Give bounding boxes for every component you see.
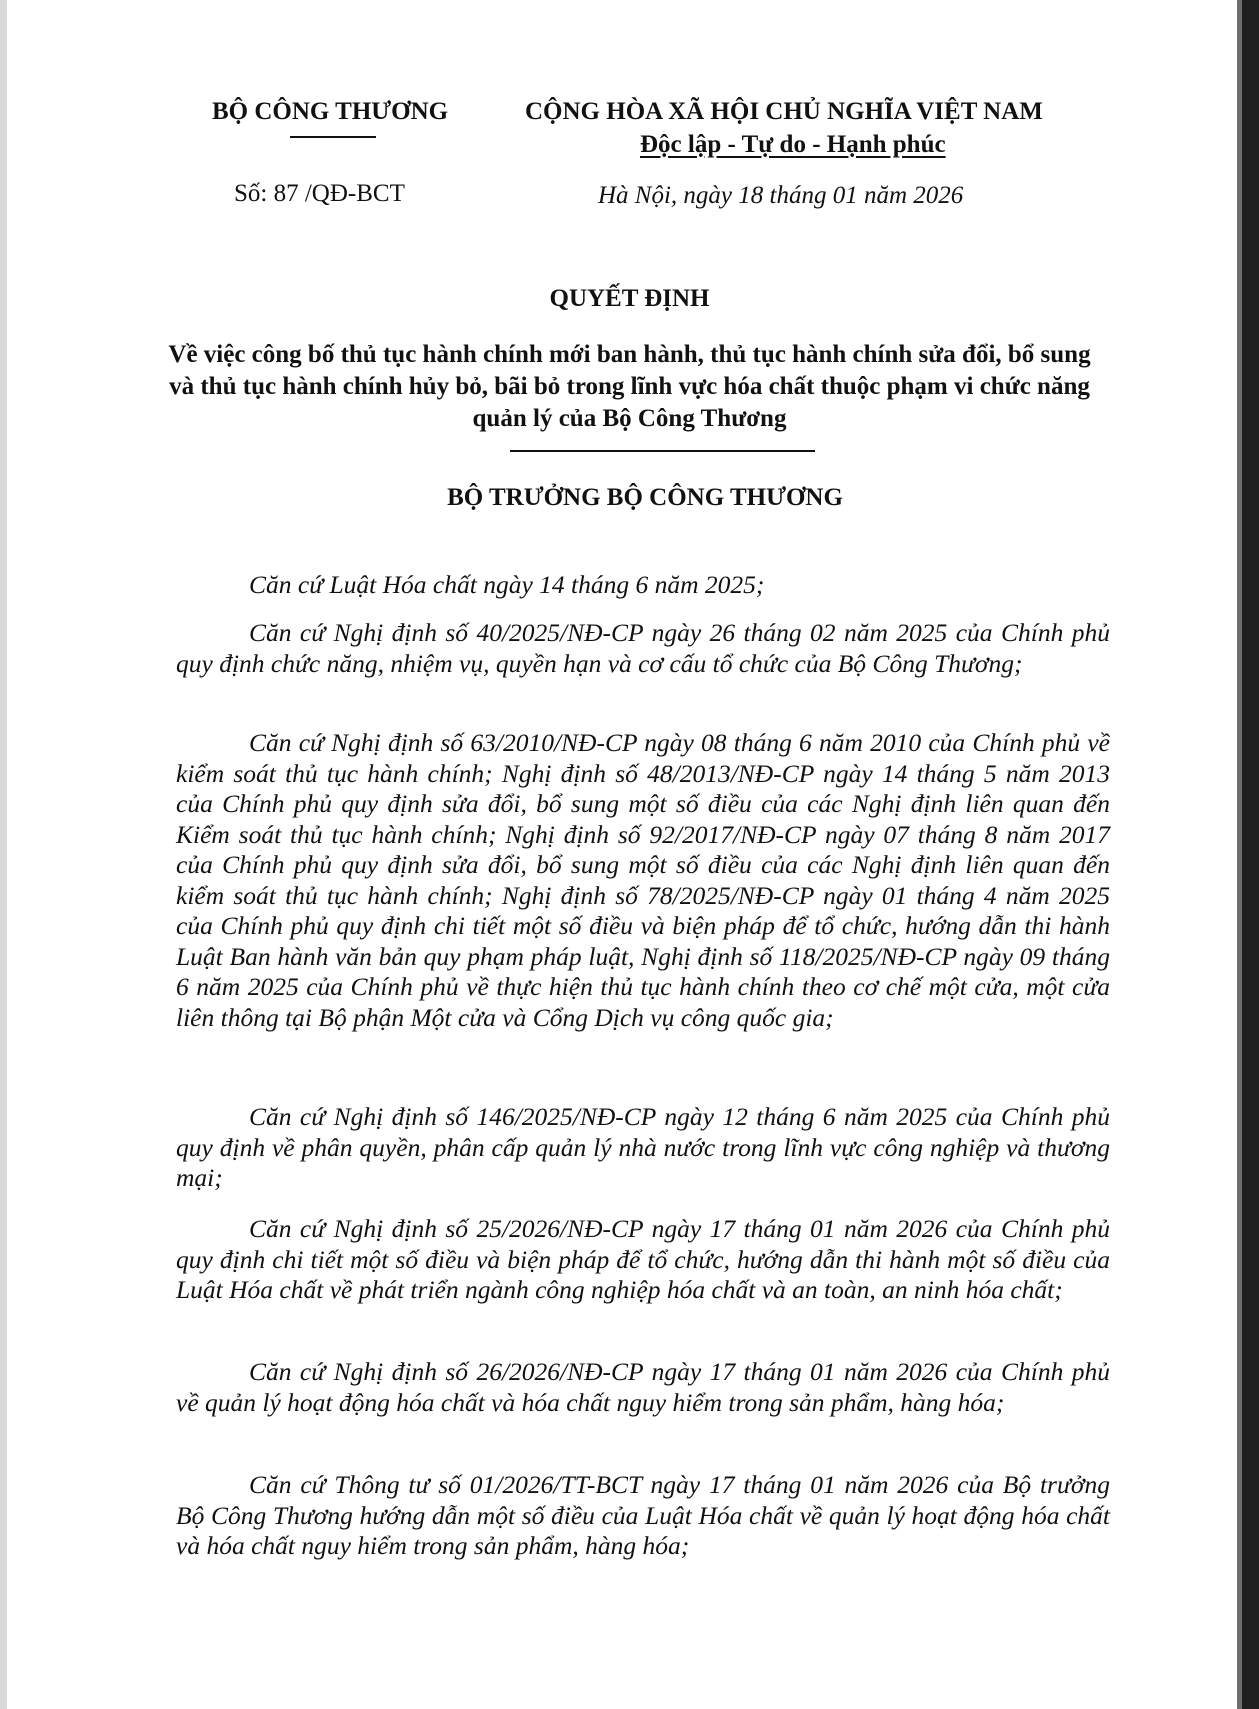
legal-basis-item: Căn cứ Thông tư số 01/2026/TT-BCT ngày 17 tháng 01 năm 2026 của Bộ trưởng Bộ Công Thương hướng dẫn một số điều của Luật Hóa chất về quản lý hoạt động hóa chất và hóa chất nguy hiểm trong sản phẩm, hàng hóa; xyxy=(176,1470,1110,1560)
legal-basis-item: Căn cứ Nghị định số 26/2026/NĐ-CP ngày 17 tháng 01 năm 2026 của Chính phủ về quản lý hoạt động hóa chất và hóa chất nguy hiểm trong sản phẩm, hàng hóa; xyxy=(176,1357,1110,1417)
country-name: CỘNG HÒA XÃ HỘI CHỦ NGHĨA VIỆT NAM xyxy=(525,98,1043,125)
document-title: QUYẾT ĐỊNH xyxy=(549,285,710,312)
national-motto: Độc lập - Tự do - Hạnh phúc xyxy=(640,131,946,158)
document-subject: Về việc công bố thủ tục hành chính mới ban hành, thủ tục hành chính sửa đổi, bổ sung và thủ tục hành chính hủy bỏ, bãi bỏ trong lĩnh vực hóa chất thuộc phạm vi chức năng quản lý của Bộ Công Thương xyxy=(168,341,1091,432)
ministry-name: BỘ CÔNG THƯƠNG xyxy=(212,98,449,125)
document-number: Số: 87 /QĐ-BCT xyxy=(234,180,405,207)
legal-basis-item: Căn cứ Nghị định số 146/2025/NĐ-CP ngày 12 tháng 6 năm 2025 của Chính phủ quy định về phân quyền, phân cấp quản lý nhà nước trong lĩnh vực công nghiệp và thương mại; xyxy=(176,1102,1110,1192)
place-and-date: Hà Nội, ngày 18 tháng 01 năm 2026 xyxy=(598,182,964,209)
ministry-underline xyxy=(290,136,376,138)
scan-right-edge xyxy=(1242,0,1259,1709)
issuing-authority: BỘ TRƯỞNG BỘ CÔNG THƯƠNG xyxy=(447,484,843,511)
legal-basis-item: Căn cứ Nghị định số 40/2025/NĐ-CP ngày 26 tháng 02 năm 2025 của Chính phủ quy định chức năng, nhiệm vụ, quyền hạn và cơ cấu tổ chức của Bộ Công Thương; xyxy=(176,618,1110,678)
legal-basis-item: Căn cứ Luật Hóa chất ngày 14 tháng 6 năm 2025; xyxy=(249,570,765,599)
legal-basis-item: Căn cứ Nghị định số 25/2026/NĐ-CP ngày 17 tháng 01 năm 2026 của Chính phủ quy định chi tiết một số điều và biện pháp để tổ chức, hướng dẫn thi hành một số điều của Luật Hóa chất về phát triển ngành công nghiệp hóa chất và an toàn, an ninh hóa chất; xyxy=(176,1214,1110,1304)
subject-underline xyxy=(510,450,815,452)
legal-basis-item: Căn cứ Nghị định số 63/2010/NĐ-CP ngày 08 tháng 6 năm 2010 của Chính phủ về kiểm soát thủ tục hành chính; Nghị định số 48/2013/NĐ-CP ngày 14 tháng 5 năm 2013 của Chính phủ quy định sửa đổi, bổ sung một số điều của các Nghị định liên quan đến Kiểm soát thủ tục hành chính; Nghị định số 92/2017/NĐ-CP ngày 07 tháng 8 năm 2017 của Chính phủ quy định sửa đổi, bổ sung một số điều của các Nghị định liên quan đến kiểm soát thủ tục hành chính; Nghị định số 78/2025/NĐ-CP ngày 01 tháng 4 năm 2025 của Chính phủ quy định chi tiết một số điều và biện pháp để tổ chức, hướng dẫn thi hành Luật Ban hành văn bản quy phạm pháp luật, Nghị định số 118/2025/NĐ-CP ngày 09 tháng 6 năm 2025 của Chính phủ về thực hiện thủ tục hành chính theo cơ chế một cửa, một cửa liên thông tại Bộ phận Một cửa và Cổng Dịch vụ công quốc gia; xyxy=(176,728,1110,1032)
scan-left-edge xyxy=(0,0,7,1709)
